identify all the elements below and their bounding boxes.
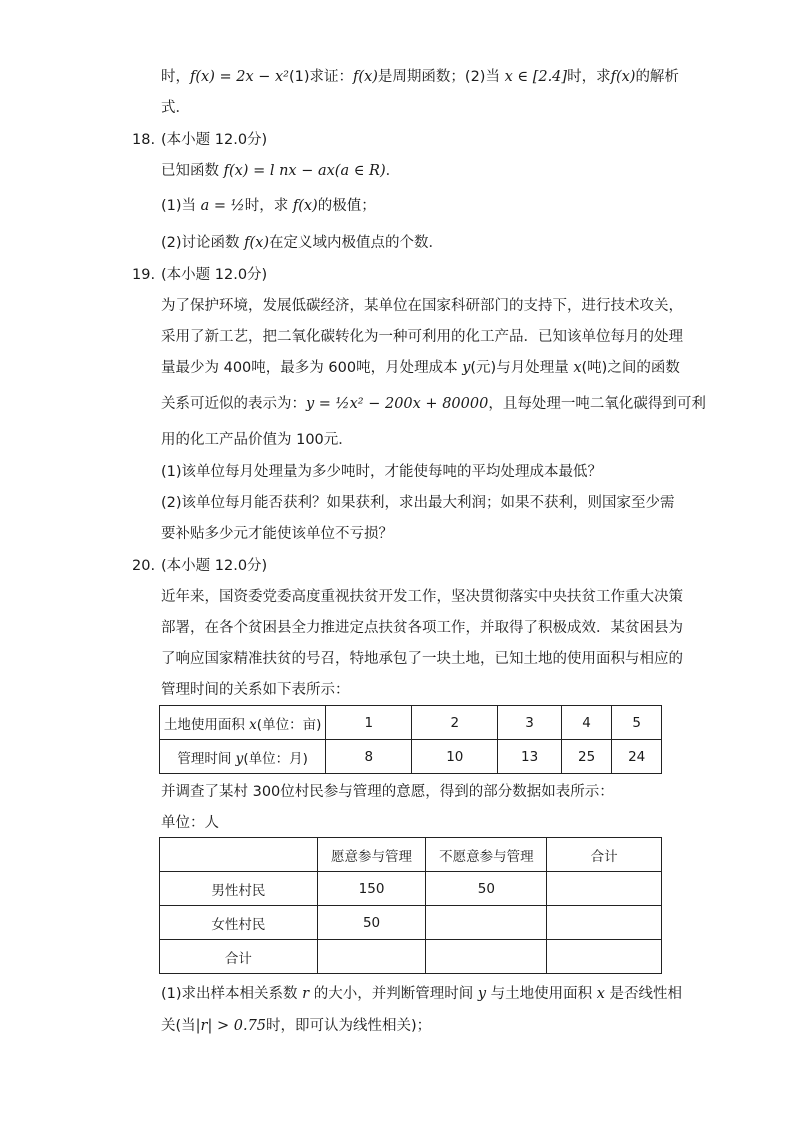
q17-line-2: 式． [161, 100, 190, 116]
q20-unit: 单位：人 [161, 815, 219, 831]
q20-sub-1: (1)求出样本相关系数 r 的大小，并判断管理时间 y 与土地使用面积 x 是否线性相 [161, 986, 683, 1002]
q20-sub-1-cont: 关(当|r| > 0.75时，即可认为线性相关)； [161, 1018, 432, 1034]
table-cell: 24 [612, 740, 662, 774]
q20-para-4: 管理时间的关系如下表所示： [161, 682, 350, 698]
q20-para-3: 了响应国家精准扶贫的号召，特地承包了一块土地，已知土地的使用面积与相应的 [161, 651, 683, 667]
q19-para-4: 关系可近似的表示为：y = ½x² − 200x + 80000，且每处理一吨二氧化碳得到可利 [161, 396, 706, 412]
table-row [160, 940, 662, 974]
q19-para-1: 为了保护环境，发展低碳经济，某单位在国家科研部门的支持下，进行技术攻关， [161, 298, 683, 314]
land-management-table [159, 705, 662, 774]
table-cell: 8 [326, 740, 412, 774]
table-row [160, 906, 662, 940]
table-cell: 50 [426, 872, 547, 906]
table-cell: 1 [326, 706, 412, 740]
table-row [160, 706, 662, 740]
table-cell: 女性村民 [160, 906, 318, 940]
q20-para-5: 并调查了某村 300位村民参与管理的意愿，得到的部分数据如表所示： [161, 784, 614, 800]
table-header-cell: 合计 [547, 838, 662, 872]
q18-number: 18. [132, 132, 156, 148]
table-header-cell: 愿意参与管理 [317, 838, 426, 872]
table-cell: 10 [412, 740, 498, 774]
table-cell: 13 [498, 740, 561, 774]
q18-line-2: (1)当 a = ½时，求 f(x)的极值； [161, 198, 376, 214]
q20-para-1: 近年来，国资委党委高度重视扶贫开发工作，坚决贯彻落实中央扶贫工作重大决策 [161, 589, 683, 605]
q19-para-2: 采用了新工艺，把二氧化碳转化为一种可利用的化工产品．已知该单位每月的处理 [161, 329, 683, 345]
q18-line-1: 已知函数 f(x) = l nx − ax(a ∈ R)． [161, 163, 401, 179]
table-row-label: 管理时间 y(单位：月) [160, 740, 326, 774]
table-header-row [160, 838, 662, 872]
table-cell: 合计 [160, 940, 318, 974]
table-cell [547, 872, 662, 906]
table-header-cell [160, 838, 318, 872]
q20-para-2: 部署，在各个贫困县全力推进定点扶贫各项工作，并取得了积极成效．某贫困县为 [161, 620, 683, 636]
table-cell [426, 940, 547, 974]
q19-para-3: 量最少为 400吨，最多为 600吨，月处理成本 y(元)与月处理量 x(吨)之间的函数 [161, 360, 680, 376]
table-cell: 3 [498, 706, 561, 740]
table-row [160, 740, 662, 774]
table-cell: 5 [612, 706, 662, 740]
q19-header: (本小题 12.0分) [161, 267, 268, 283]
q19-para-5: 用的化工产品价值为 100元． [161, 432, 353, 448]
q18-line-3: (2)讨论函数 f(x)在定义域内极值点的个数． [161, 235, 444, 251]
q18-header: (本小题 12.0分) [161, 132, 268, 148]
q19-para-6: (1)该单位每月处理量为多少吨时，才能使每吨的平均处理成本最低？ [161, 464, 603, 480]
table-cell: 2 [412, 706, 498, 740]
table-cell: 150 [317, 872, 426, 906]
q19-para-8: 要补贴多少元才能使该单位不亏损？ [161, 526, 393, 542]
table-row [160, 872, 662, 906]
table-row-label: 土地使用面积 x(单位：亩) [160, 706, 326, 740]
table-header-cell: 不愿意参与管理 [426, 838, 547, 872]
table-cell [426, 906, 547, 940]
table-cell: 男性村民 [160, 872, 318, 906]
table-cell: 25 [561, 740, 612, 774]
table-cell [547, 940, 662, 974]
table-cell: 50 [317, 906, 426, 940]
q19-number: 19. [132, 267, 156, 283]
q20-header: (本小题 12.0分) [161, 558, 268, 574]
q20-number: 20. [132, 558, 156, 574]
q17-line-1: 时，f(x) = 2x − x²(1)求证：f(x)是周期函数；(2)当 x ∈ [2.4]时，求f(x)的解析 [161, 69, 679, 85]
table-cell [317, 940, 426, 974]
table-cell [547, 906, 662, 940]
villager-survey-table [159, 837, 662, 974]
q19-para-7: (2)该单位每月能否获利？如果获利，求出最大利润；如果不获利，则国家至少需 [161, 495, 675, 511]
table-cell: 4 [561, 706, 612, 740]
